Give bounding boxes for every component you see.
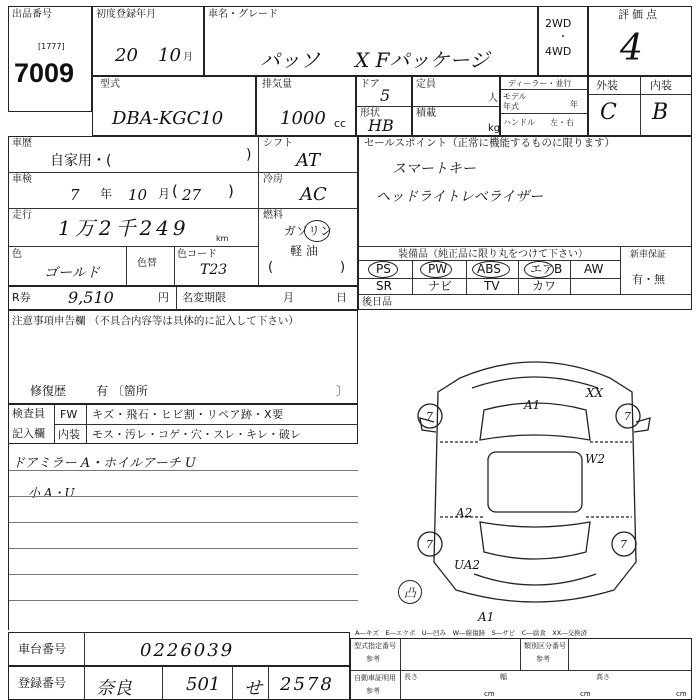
int-insp-text: モス・汚レ・コゲ・穴・スレ・キレ・破レ — [92, 428, 301, 441]
model-year-label2: 年式 — [503, 102, 519, 111]
ext-label: 外装 — [596, 79, 618, 92]
width-label: 幅 — [500, 673, 507, 681]
later-label: 後日品 — [362, 297, 392, 308]
ac-label: 冷房 — [263, 174, 283, 185]
history-value: 自家用・( — [50, 153, 112, 169]
equip-sr: SR — [376, 279, 392, 293]
door-label: ドア — [360, 79, 380, 90]
first-reg-month: 10 — [158, 45, 181, 66]
sales-item-1: スマートキー — [392, 161, 476, 177]
fuel-diesel: 軽 油 — [290, 244, 318, 258]
fuel-label: 燃料 — [263, 210, 283, 221]
history-label: 車歴 — [12, 138, 32, 149]
model-value: DBA-KGC10 — [112, 108, 224, 129]
cert-box — [350, 638, 692, 700]
drive-4wd: 4WD — [545, 45, 572, 58]
color-no-label: 色替 — [137, 258, 157, 269]
name-change-day: 日 — [336, 291, 347, 304]
int-insp-label: 内装 — [58, 428, 80, 441]
score-label: 評価点 — [618, 8, 660, 21]
lot-sub: [1777] — [38, 42, 65, 51]
equip-aw: AW — [584, 262, 604, 276]
reg-number: 2578 — [280, 674, 334, 695]
car-name: パッソ — [260, 48, 320, 72]
cert2-label: 類別区分番号 — [524, 642, 566, 650]
cert1-label: 型式指定番号 — [354, 642, 396, 650]
name-label: 車名・グレード — [208, 9, 278, 20]
disp-unit: cc — [334, 117, 347, 130]
capacity-label: 定員 — [416, 79, 436, 90]
shape-value: HB — [368, 116, 394, 135]
damage-legend: A―キズ E―エクボ U―凹み W―線傷跡 S―サビ C―腐食 XX―交換済 — [355, 629, 588, 637]
wheel-mark-rl: 7 — [426, 538, 433, 551]
first-reg-year: 20 — [115, 45, 138, 66]
sales-item-2: ヘッドライトレベライザー — [376, 189, 544, 205]
length-unit: cm — [484, 690, 495, 698]
shaken-year-unit: 年 — [100, 187, 113, 201]
disp-label: 排気量 — [262, 79, 292, 90]
sales-label: セールスポイント（正常に機能するものに限ります） — [364, 137, 616, 149]
model-label: 型式 — [100, 79, 120, 90]
model-year-label: モデル — [503, 92, 527, 101]
score-value: 4 — [620, 28, 643, 69]
equip-airbag-circle — [524, 261, 554, 278]
diagram-mark-a1-top: A1 — [524, 398, 541, 412]
equip-pw-circle — [420, 261, 452, 278]
recycle-yen: 円 — [158, 291, 169, 304]
reg-area: 奈良 — [96, 678, 132, 699]
cert1-sub: 参考 — [366, 655, 380, 663]
new-car-value: 有・無 — [632, 273, 665, 286]
handle-value: 左・右 — [550, 118, 574, 127]
disp-value: 1000 — [280, 108, 326, 129]
handle-label: ハンドル — [503, 118, 535, 127]
cert3-sub: 参考 — [366, 687, 380, 695]
repair-label: 修復歴 — [30, 384, 67, 398]
equip-ps: PS — [376, 262, 391, 276]
equip-abs: ABS — [477, 262, 501, 276]
fuel-gas-circle — [304, 220, 330, 242]
inspector-label-2: 記入欄 — [12, 427, 45, 440]
repair-value: 有 〔箇所 — [96, 384, 148, 398]
fw-text: キズ・飛石・ヒビ割・リペア跡・X要 — [92, 408, 284, 421]
diagram-mark-xx: XX — [586, 386, 604, 400]
recycle-value: 9,510 — [68, 288, 114, 307]
door-value: 5 — [380, 86, 391, 105]
int-score: B — [652, 100, 669, 125]
fw-label: FW — [60, 408, 78, 421]
color-code-value: T23 — [200, 262, 228, 278]
wheel-mark-fl: 7 — [426, 410, 433, 423]
equip-pw: PW — [428, 262, 448, 276]
equip-leather: カワ — [532, 279, 557, 293]
repair-close: 〕 — [336, 384, 349, 398]
shaken-year: 7 — [70, 186, 80, 204]
shift-value: AT — [296, 150, 321, 171]
shaken-day: 27 — [182, 186, 202, 204]
shift-label: シフト — [263, 138, 293, 149]
cert3-label: 自動車証明用 — [354, 674, 396, 682]
mileage-unit: km — [216, 234, 229, 243]
equip-airbag: エアB — [530, 262, 563, 276]
equip-navi: ナビ — [428, 279, 453, 293]
wheel-mark-fr: 7 — [624, 410, 631, 423]
shaken-label: 車検 — [12, 174, 32, 185]
reg-kana: せ — [244, 678, 262, 699]
drive-dot: ・ — [558, 32, 568, 43]
wheel-mark-rr: 7 — [620, 538, 627, 551]
capacity-unit: 人 — [488, 93, 498, 104]
equip-abs-circle — [472, 261, 510, 278]
year-unit: 年 — [570, 100, 578, 109]
chassis-value: 0226039 — [140, 640, 235, 661]
shaken-month: 10 — [128, 186, 148, 204]
shape-label: 形状 — [360, 108, 380, 119]
length-label: 長さ — [404, 673, 418, 681]
height-unit: cm — [676, 690, 687, 698]
shaken-month-unit: 月 — [158, 187, 171, 201]
diagram-mark-ua2: UA2 — [454, 558, 481, 572]
cert2-sub: 参考 — [536, 655, 550, 663]
dealer-label: ディーラー・並行 — [508, 79, 572, 88]
name-change-label: 名変期限 — [182, 291, 226, 304]
color-value: ゴールド — [44, 265, 100, 281]
notes-label: 注意事項申告欄 （不具合内容等は具体的に記入して下さい） — [12, 315, 299, 327]
equip-ps-circle — [368, 261, 398, 278]
first-reg-label: 初度登録年月 — [96, 9, 156, 20]
car-diagram — [400, 352, 670, 612]
ac-value: AC — [300, 184, 327, 205]
grade: X Fパッケージ — [355, 48, 490, 72]
chassis-label: 車台番号 — [18, 642, 67, 656]
diagram-mark-a2: A2 — [456, 506, 473, 520]
diagram-bottom-mark: 凸 — [404, 586, 417, 600]
reg-label: 登録番号 — [18, 676, 67, 690]
name-change-month: 月 — [283, 291, 294, 304]
recycle-label: R券 — [12, 291, 31, 304]
inspector-label-1: 検査員 — [12, 407, 45, 420]
drive-2wd: 2WD — [545, 17, 572, 30]
reg-class: 501 — [186, 674, 221, 695]
load-unit: kg — [488, 123, 501, 134]
color-label: 色 — [12, 249, 22, 260]
diagram-mark-w2: W2 — [585, 452, 605, 466]
load-label: 積載 — [416, 108, 436, 119]
ext-score: C — [600, 100, 617, 125]
new-car-label: 新車保証 — [630, 250, 667, 260]
lot-no-label: 出品番号 — [12, 9, 52, 20]
first-reg-month-unit: 月 — [183, 52, 193, 63]
mileage-label: 走行 — [12, 210, 32, 221]
diagram-mark-a1-bottom: A1 — [478, 610, 495, 624]
height-label: 高さ — [596, 673, 610, 681]
equipment-label: 装備品（純正品に限り丸をつけて下さい） — [398, 249, 588, 260]
handwritten-note-1: ドアミラー A・ホイルアーチ U — [12, 456, 196, 471]
equip-tv: TV — [484, 279, 500, 293]
color-code-label: 色コード — [177, 249, 217, 260]
lot-number: 7009 — [14, 58, 75, 88]
int-label: 内装 — [650, 79, 672, 92]
mileage-value: 1万2千249 — [58, 216, 190, 240]
width-unit: cm — [580, 690, 591, 698]
fuel-gas: ガソリン — [284, 224, 333, 238]
handwritten-note-2: 小 A・U — [28, 486, 75, 500]
